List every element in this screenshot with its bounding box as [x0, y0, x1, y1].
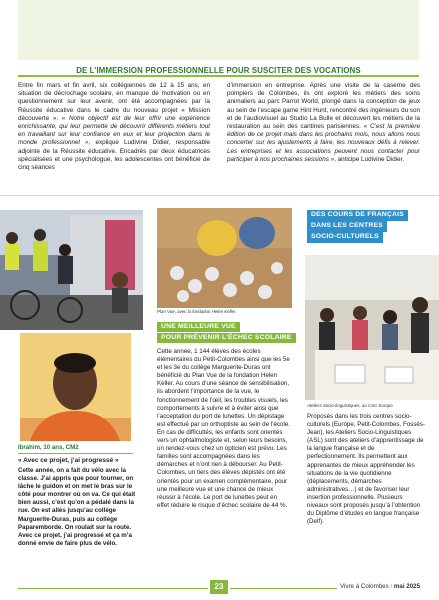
footer-rule-right — [230, 588, 337, 589]
french-section-tag-3: SOCIO-CULTURELS — [307, 232, 383, 243]
col-left-segment: Entre fin mars et fin avril, six collégiennes de 12 à 15 ans, en situation de décrochage scolaire, en manque de motivation ou en questionnement sur leur avenir, ont été accompagnées par la Réussite éducative dans le cadre du nouveau projet « Mission découverte ». — [18, 82, 210, 122]
vision-workshop-photo — [157, 208, 292, 308]
language-body: Proposés dans les trois centres socio-culturels (Europe, Petit-Colombes, Fossés-Jean), les Ateliers Socio-Linguistiques (ASL) sont des ateliers d’apprentissage de la langue française et de perfectionnement. Ils permettent aux apprenantes de mieux appréhender les situations de la vie quotidienne (déplacements, démarches administratives…) et de favoriser leur insertion professionnelle. Plusieurs niveaux sont proposés jusqu’à l’obtention du Diplôme d’études en langue française (Delf). — [307, 413, 425, 526]
page-number: 23 — [210, 580, 228, 594]
language-photo-caption: Ateliers Socio-linguistiques, au CSC Europe. — [307, 403, 394, 408]
french-section-tag-2: DANS LES CENTRES — [307, 221, 387, 232]
language-class-photo — [305, 255, 439, 400]
section-headline: DE L’IMMERSION PROFESSIONNELLE POUR SUSCITER DES VOCATIONS — [76, 66, 361, 75]
vision-section-tag-1: UNE MEILLEURE VUE — [157, 322, 240, 332]
magazine-title: Vivre à Colombes — [340, 583, 389, 590]
portrait-rule — [18, 453, 133, 454]
vision-photo-caption: Plan Vue, avec la fondation Helen Keller. — [157, 309, 237, 314]
col-right-segment: d’immersion en entreprise. Après une visite de la caserne des pompiers de Colombes, ils ont exploré les métiers des soins animaliers au parc Parrot World, plongé dans la conception de jeux au sein de l’escape game Hint Hunt, rencontré des ingénieurs du son et de l’audiovisuel au Studio La Bulle et découvert les métiers de la restauration au sein des cantines parisiennes. — [227, 82, 420, 131]
intro-column-left — [18, 82, 210, 172]
cyclists-photo — [0, 210, 143, 330]
vision-body: Cette année, 1 144 élèves des écoles élémentaires du Petit-Colombes ainsi que les 5e et les 3e du collège Marguerite-Duras ont bénéficié du Plan Vue de la fondation Helen Keller. Au cours d’une séance de sensibilisation, ils abordent l’importance de la vue, le fonctionnement de l’œil, les troubles visuels, les comportements à suivre et à éviter ainsi que l’acceptation du port de lunettes. Un dépistage est effectué par un orthoptiste au sein de l’école. En cas de difficultés, les enfants sont orientés vers un ophtalmologiste et, selon leurs besoins, un rendez-vous chez un opticien est prévu. Les familles sont accompagnées dans les démarches et n’ont rien à débourser. Au Petit-Colombes, un tiers des élèves dépistés ont été orientés pour un examen complémentaire, pour une meilleure vue et une chance de mieux réussir à l’école. Le port de lunettes peut en effet réduire le risque d’échec scolaire de 44 %. — [157, 348, 291, 509]
intro-column-right — [227, 82, 420, 164]
col-left-segment: « Notre objectif est de leur offrir une expérience enrichissante, qui leur permette de découvrir différents métiers tout en travaillant sur leur confiance en eux et leur projection dans le monde professionnel » — [18, 114, 211, 147]
vision-section-tag-2: POUR PRÉVENIR L’ÉCHEC SCOLAIRE — [157, 333, 296, 343]
quote-title: « Avec ce projet, j’ai progressé » — [18, 457, 119, 464]
footer-separator: / — [390, 583, 394, 590]
headline-rule — [18, 75, 419, 77]
top-accent-bar — [18, 0, 419, 60]
french-section-tag-1: DES COURS DE FRANÇAIS — [307, 210, 408, 221]
col-right-segment: « C’est la première édition de ce projet mais dans les prochains mois, nous allons nous concerter sur les ajustements à faire, les nouveaux défis à relever. Les entreprises et les associations peuvent nous contacter pour participer à nos prochaines sessions » — [227, 123, 420, 163]
section-divider — [0, 195, 439, 196]
issue-date: mai 2025 — [393, 583, 421, 590]
footer-magazine — [340, 583, 420, 590]
col-right-segment: , anticipe Ludivine Didier. — [334, 155, 405, 163]
col-left-segment: , explique Ludivine Didier, responsable adjointe de la Réussite éducative. Encadrés par deux éducatrices spécialisées et une psychologue, les adolescentes ont bénéficié de cinq séances — [18, 139, 210, 172]
quote-text: Cette année, on a fait du vélo avec la classe. J’ai appris que pour tourner, on lâche le guidon et on met le bras sur le côté pour montrer où on va. Ce qui était bien aussi, c’est qu’on a pédalé dans la rue. On est allés jusqu’au collège Marguerite-Duras, puis au collège Paparemborde. On roulait sur la route. Avec ce projet, j’ai progressé et ça m’a donné envie de faire plus de vélo. — [18, 467, 136, 547]
footer-rule-left — [18, 588, 208, 589]
portrait-photo — [20, 333, 131, 441]
portrait-caption: Ibrahim, 10 ans, CM2 — [18, 444, 79, 451]
